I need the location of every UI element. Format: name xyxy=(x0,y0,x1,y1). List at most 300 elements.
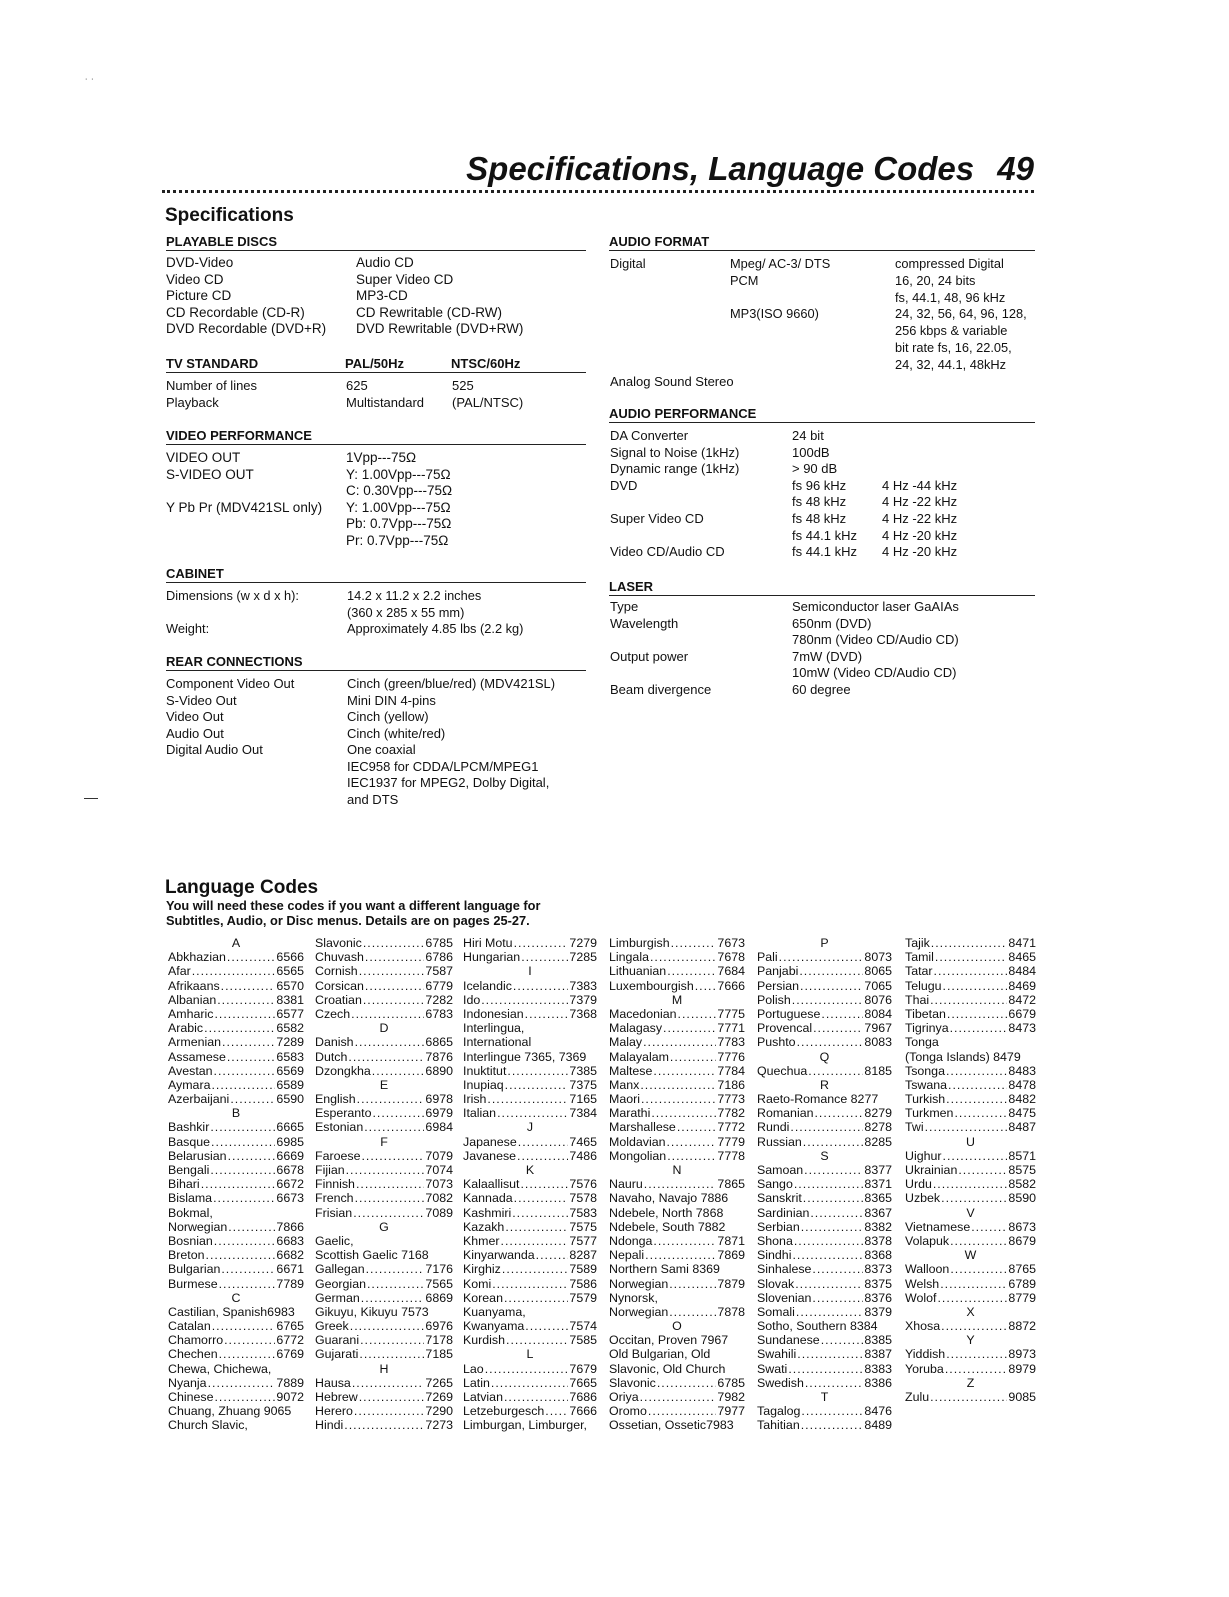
language-entry xyxy=(905,1078,1036,1092)
language-code: 6869 xyxy=(425,1290,453,1305)
leader-dots xyxy=(799,964,863,978)
leader-dots xyxy=(813,1021,863,1035)
language-name: Abkhazian xyxy=(168,950,226,965)
language-entry xyxy=(609,979,745,993)
leader-dots xyxy=(505,1220,568,1234)
language-name: Turkmen xyxy=(905,1106,954,1121)
language-name: Irish xyxy=(463,1092,487,1107)
language-code: 7876 xyxy=(425,1049,453,1064)
spec-cell: Weight: xyxy=(166,621,210,636)
language-name: Luxembourgish xyxy=(609,978,694,993)
language-name: Indonesian xyxy=(463,1006,524,1021)
language-name: Latin xyxy=(463,1375,490,1390)
leader-dots xyxy=(491,1376,569,1390)
language-entry xyxy=(905,993,1036,1007)
leader-dots xyxy=(357,1092,425,1106)
section-playable-discs xyxy=(166,234,586,251)
letter-heading: T xyxy=(820,1390,829,1404)
letter-heading: G xyxy=(379,1219,389,1234)
language-name: Ido xyxy=(463,992,481,1007)
leader-dots xyxy=(779,950,864,964)
language-code: 7869 xyxy=(717,1248,745,1263)
leader-dots xyxy=(487,1092,568,1106)
language-name: Kurdish xyxy=(463,1333,506,1348)
leader-dots xyxy=(946,1347,1007,1361)
language-entry xyxy=(463,1362,597,1376)
language-entry xyxy=(315,1050,453,1064)
letter-heading: U xyxy=(966,1134,975,1149)
spec-cell: 650nm (DVD) xyxy=(792,615,872,631)
language-code: 6682 xyxy=(276,1248,304,1263)
leader-dots xyxy=(214,1234,276,1248)
language-entry xyxy=(168,1262,304,1276)
language-name: Oromo xyxy=(609,1404,647,1419)
spec-cell: 4 Hz -20 kHz xyxy=(882,544,958,560)
spec-cell: 24 bit xyxy=(792,428,824,443)
spec-cell: compressed Digital xyxy=(895,256,1004,271)
language-name: Volapuk xyxy=(905,1233,950,1248)
language-name: Sanskrit xyxy=(757,1191,802,1206)
language-entry xyxy=(463,1262,597,1276)
language-entry xyxy=(609,1277,745,1291)
language-entry: Slavonic, Old Church xyxy=(609,1361,726,1376)
language-entry xyxy=(168,1092,304,1106)
leader-dots xyxy=(644,1177,717,1191)
language-code: 7666 xyxy=(717,978,745,993)
language-entry xyxy=(168,1135,304,1149)
language-code: 8469 xyxy=(1008,978,1036,993)
language-code: 7889 xyxy=(276,1375,304,1390)
language-entry xyxy=(463,1319,597,1333)
language-name: Latvian xyxy=(463,1390,503,1404)
language-code: 7583 xyxy=(569,1205,597,1220)
language-code: 8084 xyxy=(864,1006,892,1021)
leader-dots xyxy=(372,1064,425,1078)
language-code: 7879 xyxy=(717,1276,745,1291)
leader-dots xyxy=(821,1007,863,1021)
language-entry xyxy=(757,1106,892,1120)
language-entry xyxy=(905,1149,1036,1163)
language-code: 7279 xyxy=(569,936,597,950)
leader-dots xyxy=(937,1291,1007,1305)
language-entry xyxy=(757,993,892,1007)
language-name: Malayalam xyxy=(609,1049,669,1064)
language-code: 6978 xyxy=(425,1092,453,1107)
language-code: 8872 xyxy=(1008,1319,1036,1334)
language-entry xyxy=(609,1078,745,1092)
leader-dots xyxy=(663,1021,716,1035)
leader-dots xyxy=(958,1163,1007,1177)
language-code: 6890 xyxy=(425,1063,453,1078)
language-code: 8482 xyxy=(1008,1092,1036,1107)
spec-cell: Beam divergence xyxy=(610,682,712,697)
spec-cell: Y: 1.00Vpp---75Ω xyxy=(346,466,451,482)
language-name: Panjabi xyxy=(757,964,799,979)
language-code: 7368 xyxy=(569,1006,597,1021)
spec-cell: 780nm (Video CD/Audio CD) xyxy=(792,632,959,648)
spec-cell: CD Rewritable (CD-RW) xyxy=(356,304,503,320)
language-name: Chamorro xyxy=(168,1333,224,1348)
language-entry xyxy=(315,1191,453,1205)
section-laser xyxy=(609,579,1035,596)
scan-mark-line xyxy=(84,798,98,799)
language-entry xyxy=(315,1390,453,1404)
language-name: Slovak xyxy=(757,1276,795,1291)
language-code: 7384 xyxy=(569,1106,597,1121)
letter-heading: V xyxy=(966,1205,975,1220)
language-entry xyxy=(757,1333,892,1347)
language-code: 7772 xyxy=(717,1120,745,1135)
language-code: 7585 xyxy=(569,1333,597,1348)
language-code: 7771 xyxy=(717,1021,745,1036)
letter-heading: R xyxy=(820,1077,829,1092)
spec-cell: S-Video Out xyxy=(166,692,237,708)
language-name: English xyxy=(315,1092,356,1107)
leader-dots xyxy=(221,1262,275,1276)
language-name: Pushto xyxy=(757,1035,796,1050)
spec-cell: Wavelength xyxy=(610,615,679,631)
leader-dots xyxy=(228,1220,275,1234)
language-code: 8484 xyxy=(1008,964,1036,979)
language-name: Xhosa xyxy=(905,1319,941,1334)
language-code: 8487 xyxy=(1008,1120,1036,1135)
leader-dots xyxy=(667,964,716,978)
language-name: Serbian xyxy=(757,1219,800,1234)
leader-dots xyxy=(214,1390,275,1404)
language-name: Chinese xyxy=(168,1390,214,1404)
language-entry xyxy=(757,1135,892,1149)
language-name: Cornish xyxy=(315,964,358,979)
language-entry xyxy=(463,1333,597,1347)
language-entry xyxy=(757,964,892,978)
letter-heading: Z xyxy=(966,1375,975,1390)
language-code: 8473 xyxy=(1008,1021,1036,1036)
leader-dots xyxy=(227,950,276,964)
language-entry xyxy=(609,1305,745,1319)
language-entry xyxy=(609,936,745,950)
analog-sound: Analog Sound Stereo xyxy=(610,374,734,389)
leader-dots xyxy=(506,1333,568,1347)
spec-cell: MP3(ISO 9660) xyxy=(730,306,819,322)
language-entry xyxy=(463,993,597,1007)
spec-cell: Video CD xyxy=(166,271,224,287)
spec-cell: bit rate fs, 16, 22.05, xyxy=(895,340,1012,355)
spec-cell: 7mW (DVD) xyxy=(792,648,863,664)
language-code: 6785 xyxy=(717,1375,745,1390)
leader-dots xyxy=(210,1120,275,1134)
language-entry xyxy=(905,1262,1036,1276)
language-entry xyxy=(168,1347,304,1361)
language-name: Czech xyxy=(315,1006,351,1021)
leader-dots xyxy=(485,1362,569,1376)
language-column xyxy=(905,936,1036,1404)
language-entry xyxy=(315,936,453,950)
spec-cell: Pb: 0.7Vpp---75Ω xyxy=(346,516,452,531)
language-code: 7269 xyxy=(425,1390,453,1404)
spec-cell: VIDEO OUT xyxy=(166,450,241,465)
language-entry: Occitan, Proven 7967 xyxy=(609,1333,729,1348)
language-name: Zulu xyxy=(905,1390,930,1404)
leader-dots xyxy=(361,1291,425,1305)
language-name: Basque xyxy=(168,1134,211,1149)
spec-cell: Signal to Noise (1kHz) xyxy=(610,444,740,460)
language-code: 8679 xyxy=(1008,1233,1036,1248)
language-code: 6589 xyxy=(276,1077,304,1092)
letter-heading: N xyxy=(672,1163,682,1177)
leader-dots xyxy=(356,1177,424,1191)
letter-heading: H xyxy=(379,1361,389,1376)
spec-cell: fs 48 kHz xyxy=(792,511,847,526)
language-entry xyxy=(168,993,304,1007)
language-name: Sinhalese xyxy=(757,1262,812,1277)
language-entry: Castilian, Spanish6983 xyxy=(168,1304,295,1319)
spec-cell: (PAL/NTSC) xyxy=(452,395,524,410)
leader-dots xyxy=(933,1177,1008,1191)
language-code: 7871 xyxy=(717,1233,745,1248)
spec-cell: Audio CD xyxy=(356,255,414,270)
leader-dots xyxy=(695,979,717,993)
language-code: 7383 xyxy=(569,978,597,993)
spec-cell: Semiconductor laser GaAIAs xyxy=(792,599,959,614)
language-entry xyxy=(757,1064,892,1078)
language-name: Herero xyxy=(315,1404,353,1419)
spec-cell: > 90 dB xyxy=(792,461,838,477)
language-code: 6570 xyxy=(276,978,304,993)
language-name: Shona xyxy=(757,1233,793,1248)
language-code: 8387 xyxy=(864,1347,892,1362)
language-code: 7779 xyxy=(717,1134,745,1149)
language-entry xyxy=(757,950,892,964)
language-entry xyxy=(168,1376,304,1390)
language-code: 6979 xyxy=(425,1106,453,1121)
leader-dots xyxy=(801,1220,864,1234)
language-name: Afar xyxy=(168,964,191,979)
language-entry xyxy=(463,1390,597,1404)
language-entry xyxy=(315,1376,453,1390)
language-entry xyxy=(757,1376,892,1390)
language-code: 8765 xyxy=(1008,1262,1036,1277)
language-name: Nepali xyxy=(609,1248,645,1263)
leader-dots xyxy=(947,1007,1008,1021)
leader-dots xyxy=(948,1078,1007,1092)
language-code: 8475 xyxy=(1008,1106,1036,1121)
letter-heading: C xyxy=(231,1290,241,1305)
language-entry xyxy=(609,1106,745,1120)
language-name: Lingala xyxy=(609,950,649,965)
leader-dots xyxy=(930,993,1007,1007)
leader-dots xyxy=(640,1078,716,1092)
language-column xyxy=(315,936,453,1433)
language-code: 7385 xyxy=(569,1063,597,1078)
language-entry xyxy=(609,1177,745,1191)
spec-cell: 100dB xyxy=(792,444,830,460)
language-name: Bengali xyxy=(168,1163,210,1177)
language-name: Macedonian xyxy=(609,1006,677,1021)
language-name: Lithuanian xyxy=(609,964,667,979)
leader-dots xyxy=(797,1035,864,1049)
language-code: 6583 xyxy=(276,1049,304,1064)
language-entry xyxy=(609,1050,745,1064)
language-name: Swati xyxy=(757,1361,788,1376)
leader-dots xyxy=(359,964,425,978)
language-code: 7575 xyxy=(569,1219,597,1234)
section-tv-standard xyxy=(166,356,586,373)
leader-dots xyxy=(669,1305,716,1319)
language-name: Chuvash xyxy=(315,950,364,965)
leader-dots xyxy=(812,1291,863,1305)
language-entry xyxy=(315,1277,453,1291)
leader-dots xyxy=(640,1390,717,1404)
language-name: Kazakh xyxy=(463,1219,505,1234)
leader-dots xyxy=(521,950,568,964)
language-name: Corsican xyxy=(315,978,364,993)
language-entry: Gaelic, xyxy=(315,1233,354,1248)
language-entry xyxy=(168,964,304,978)
spec-cell: Audio Out xyxy=(166,725,224,741)
language-entry xyxy=(905,1064,1036,1078)
language-code: 7679 xyxy=(569,1361,597,1376)
spec-cell: DVD Rewritable (DVD+RW) xyxy=(356,321,524,337)
language-name: Slavonic xyxy=(315,936,362,950)
language-entry: Interlingua, xyxy=(463,1021,525,1036)
language-code: 6671 xyxy=(276,1262,304,1277)
spec-cell: C: 0.30Vpp---75Ω xyxy=(346,483,453,498)
leader-dots xyxy=(795,1277,863,1291)
page-title-text: Specifications, Language Codes xyxy=(466,150,975,187)
page-title xyxy=(466,150,1034,188)
language-code: 8381 xyxy=(276,992,304,1007)
leader-dots xyxy=(525,1319,568,1333)
leader-dots xyxy=(536,1248,569,1262)
language-code: 6672 xyxy=(276,1177,304,1192)
language-entry xyxy=(463,1277,597,1291)
language-entry xyxy=(757,979,892,993)
letter-heading: O xyxy=(672,1319,682,1334)
leader-dots xyxy=(219,1277,276,1291)
spec-cell: Cinch (yellow) xyxy=(347,709,429,724)
language-code: 8385 xyxy=(864,1333,892,1348)
letter-heading: P xyxy=(820,936,829,950)
spec-cell: Component Video Out xyxy=(166,676,295,691)
language-code: 7782 xyxy=(717,1106,745,1121)
language-code: 8285 xyxy=(864,1134,892,1149)
leader-dots xyxy=(943,1149,1008,1163)
language-entry xyxy=(168,979,304,993)
leader-dots xyxy=(670,1050,717,1064)
language-entry xyxy=(905,979,1036,993)
language-entry xyxy=(609,1092,745,1106)
language-entry xyxy=(315,979,453,993)
language-code: 6678 xyxy=(276,1163,304,1177)
language-name: Vietnamese xyxy=(905,1219,971,1234)
leader-dots xyxy=(950,1234,1007,1248)
spec-cell: 16, 20, 24 bits xyxy=(895,272,976,288)
language-name: Welsh xyxy=(905,1276,940,1291)
leader-dots xyxy=(201,1177,276,1191)
language-name: Esperanto xyxy=(315,1106,372,1121)
language-entry xyxy=(168,1333,304,1347)
language-code: 8065 xyxy=(864,964,892,979)
language-code: 7290 xyxy=(425,1404,453,1419)
language-entry xyxy=(315,1035,453,1049)
language-entry: Kuanyama, xyxy=(463,1304,526,1319)
language-name: Sundanese xyxy=(757,1333,820,1348)
language-code: 7775 xyxy=(717,1006,745,1021)
spec-cell: Type xyxy=(610,599,639,614)
language-name: Tatar xyxy=(905,964,933,979)
language-entry xyxy=(905,1234,1036,1248)
language-entry xyxy=(168,1035,304,1049)
spec-cell: fs 96 kHz xyxy=(792,477,847,493)
language-code: 6779 xyxy=(425,978,453,993)
language-entry xyxy=(905,1092,1036,1106)
language-entry xyxy=(757,1262,892,1276)
language-name: Limburgish xyxy=(609,936,670,950)
language-entry xyxy=(463,1234,597,1248)
language-entry xyxy=(168,1248,304,1262)
language-entry xyxy=(463,1191,597,1205)
spec-cell: Dimensions (w x d x h): xyxy=(166,588,299,603)
language-code: 8371 xyxy=(864,1177,892,1192)
language-name: Mongolian xyxy=(609,1148,667,1163)
letter-heading: Y xyxy=(966,1333,975,1348)
spec-cell: S-VIDEO OUT xyxy=(166,466,254,482)
language-entry xyxy=(757,1418,892,1432)
language-entry: Gikuyu, Kikuyu 7573 xyxy=(315,1304,429,1319)
language-code: 7967 xyxy=(864,1021,892,1036)
language-name: Tigrinya xyxy=(905,1021,949,1036)
spec-cell: Super Video CD xyxy=(356,271,454,287)
leader-dots xyxy=(814,1106,863,1120)
spec-cell: 625 xyxy=(346,378,368,393)
language-entry xyxy=(168,1234,304,1248)
language-code: 6772 xyxy=(276,1333,304,1348)
language-name: Uighur xyxy=(905,1148,942,1163)
language-entry xyxy=(905,936,1036,950)
language-code: 6569 xyxy=(276,1063,304,1078)
language-code: 7079 xyxy=(425,1148,453,1163)
spec-cell: DVD Recordable (DVD+R) xyxy=(166,321,327,337)
language-name: Tagalog xyxy=(757,1404,801,1419)
language-code: 6673 xyxy=(276,1191,304,1206)
language-entry xyxy=(463,1135,597,1149)
leader-dots xyxy=(219,1347,276,1361)
letter-heading: X xyxy=(966,1304,975,1319)
language-entry: Tonga xyxy=(905,1035,939,1050)
language-name: Oriya xyxy=(609,1390,639,1404)
language-name: Persian xyxy=(757,978,800,993)
language-entry: Bokmal, xyxy=(168,1205,213,1220)
spec-cell: 24, 32, 56, 64, 96, 128, xyxy=(895,306,1027,322)
language-name: Dzongkha xyxy=(315,1063,371,1078)
language-name: Catalan xyxy=(168,1319,211,1334)
language-name: Komi xyxy=(463,1276,492,1291)
leader-dots xyxy=(801,1418,864,1432)
language-name: Lao xyxy=(463,1361,484,1376)
language-code: 6785 xyxy=(425,936,453,950)
spec-cell: fs 48 kHz xyxy=(792,494,847,510)
language-entry xyxy=(168,1319,304,1333)
language-name: German xyxy=(315,1290,360,1305)
language-name: Frisian xyxy=(315,1205,353,1220)
letter-heading: J xyxy=(526,1120,534,1135)
leader-dots xyxy=(501,1234,569,1248)
language-code: 8582 xyxy=(1008,1177,1036,1192)
language-name: Slovenian xyxy=(757,1290,812,1305)
language-entry: Scottish Gaelic 7168 xyxy=(315,1248,429,1263)
spec-cell: 1Vpp---75Ω xyxy=(346,450,417,465)
leader-dots xyxy=(648,1404,717,1418)
